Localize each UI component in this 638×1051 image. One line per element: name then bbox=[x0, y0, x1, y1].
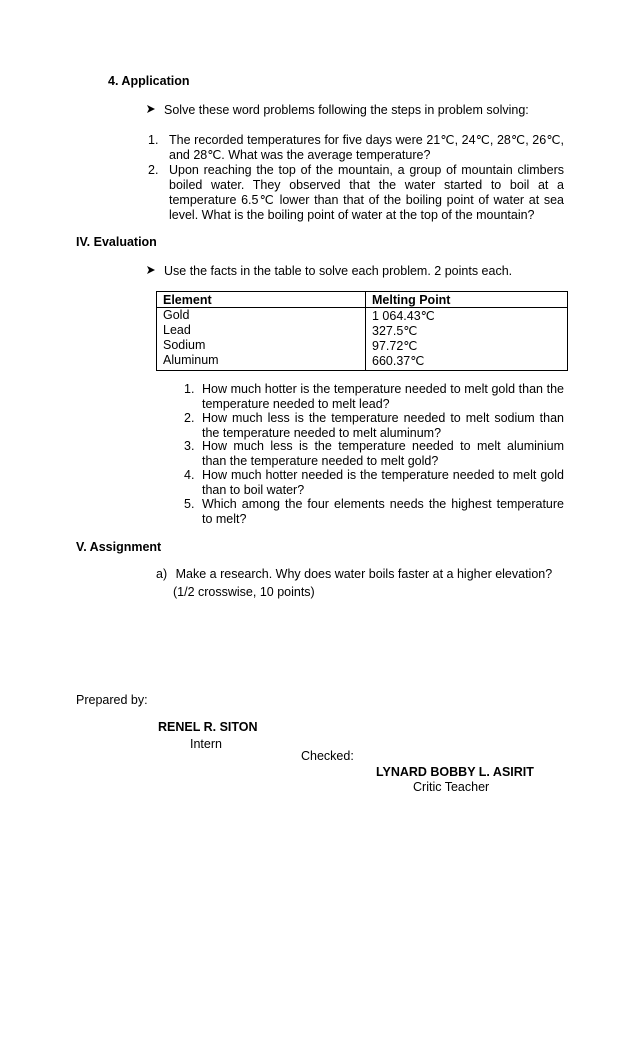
element-cell: Lead bbox=[157, 323, 366, 338]
table-row bbox=[157, 353, 568, 371]
preparer-name: RENEL R. SITON bbox=[158, 720, 258, 734]
element-cell: Aluminum bbox=[157, 353, 366, 371]
table-row bbox=[157, 323, 568, 338]
checker-name: LYNARD BOBBY L. ASIRIT bbox=[376, 765, 534, 779]
evaluation-heading: IV. Evaluation bbox=[76, 235, 157, 249]
problem-number: 2. bbox=[148, 163, 159, 177]
evaluation-question bbox=[184, 497, 564, 527]
application-instruction bbox=[146, 103, 529, 117]
element-cell: Sodium bbox=[157, 338, 366, 353]
assignment-item-note: (1/2 crosswise, 10 points) bbox=[173, 585, 315, 599]
melting-point-cell: 327.5℃ bbox=[372, 324, 418, 338]
question-number: 5. bbox=[184, 497, 195, 511]
evaluation-question bbox=[184, 468, 564, 498]
question-text: Which among the four elements needs the highest temperature to melt? bbox=[202, 497, 564, 526]
assignment-item bbox=[156, 567, 568, 581]
prepared-by-label: Prepared by: bbox=[76, 693, 148, 707]
table-row bbox=[157, 338, 568, 353]
assignment-item-text: Make a research. Why does water boils faster at a higher elevation? bbox=[175, 567, 553, 581]
problem-text: Upon reaching the top of the mountain, a group of mountain climbers boiled water. They observed that the water started to boil at a temperature 6.5℃ lower than that of the boiling point of water at sea level. What is the boiling point of water at the top of the mountain? bbox=[169, 163, 564, 222]
melting-point-cell: 1 064.43℃ bbox=[372, 309, 435, 323]
evaluation-question bbox=[184, 439, 564, 469]
checked-label: Checked: bbox=[301, 749, 354, 763]
application-heading: 4. Application bbox=[108, 74, 190, 88]
melting-point-cell: 97.72℃ bbox=[372, 339, 418, 353]
question-text: How much hotter is the temperature needed to melt gold than the temperature needed to melt lead? bbox=[202, 382, 564, 411]
application-instruction-text: Solve these word problems following the steps in problem solving: bbox=[164, 103, 529, 117]
table-row bbox=[157, 308, 568, 324]
question-number: 4. bbox=[184, 468, 195, 482]
question-number: 1. bbox=[184, 382, 195, 396]
question-text: How much hotter needed is the temperature needed to melt gold than to boil water? bbox=[202, 468, 564, 497]
arrow-bullet-icon bbox=[146, 103, 164, 117]
table-header-row bbox=[157, 292, 568, 308]
question-text: How much less is the temperature needed to melt aluminium than the temperature needed to melt gold? bbox=[202, 439, 564, 468]
application-problem bbox=[148, 163, 564, 223]
question-number: 2. bbox=[184, 411, 195, 425]
checker-role: Critic Teacher bbox=[413, 780, 490, 794]
evaluation-question bbox=[184, 382, 564, 412]
column-header-melting-point: Melting Point bbox=[366, 292, 568, 308]
element-cell: Gold bbox=[157, 308, 366, 324]
question-number: 3. bbox=[184, 439, 195, 453]
problem-number: 1. bbox=[148, 133, 159, 147]
assignment-heading: V. Assignment bbox=[76, 540, 162, 554]
arrow-bullet-icon bbox=[146, 264, 164, 278]
melting-point-cell: 660.37℃ bbox=[372, 354, 425, 368]
evaluation-question bbox=[184, 411, 564, 441]
evaluation-instruction-text: Use the facts in the table to solve each problem. 2 points each. bbox=[164, 264, 513, 278]
problem-text: The recorded temperatures for five days were 21℃, 24℃, 28℃, 26℃, and 28℃. What was the average temperature? bbox=[169, 133, 564, 162]
assignment-item-label: a) bbox=[156, 567, 168, 581]
evaluation-instruction bbox=[146, 264, 512, 278]
column-header-element: Element bbox=[157, 292, 366, 308]
preparer-role: Intern bbox=[190, 737, 222, 751]
application-problem bbox=[148, 133, 564, 163]
question-text: How much less is the temperature needed to melt sodium than the temperature needed to melt aluminum? bbox=[202, 411, 564, 440]
melting-point-table bbox=[156, 291, 568, 371]
